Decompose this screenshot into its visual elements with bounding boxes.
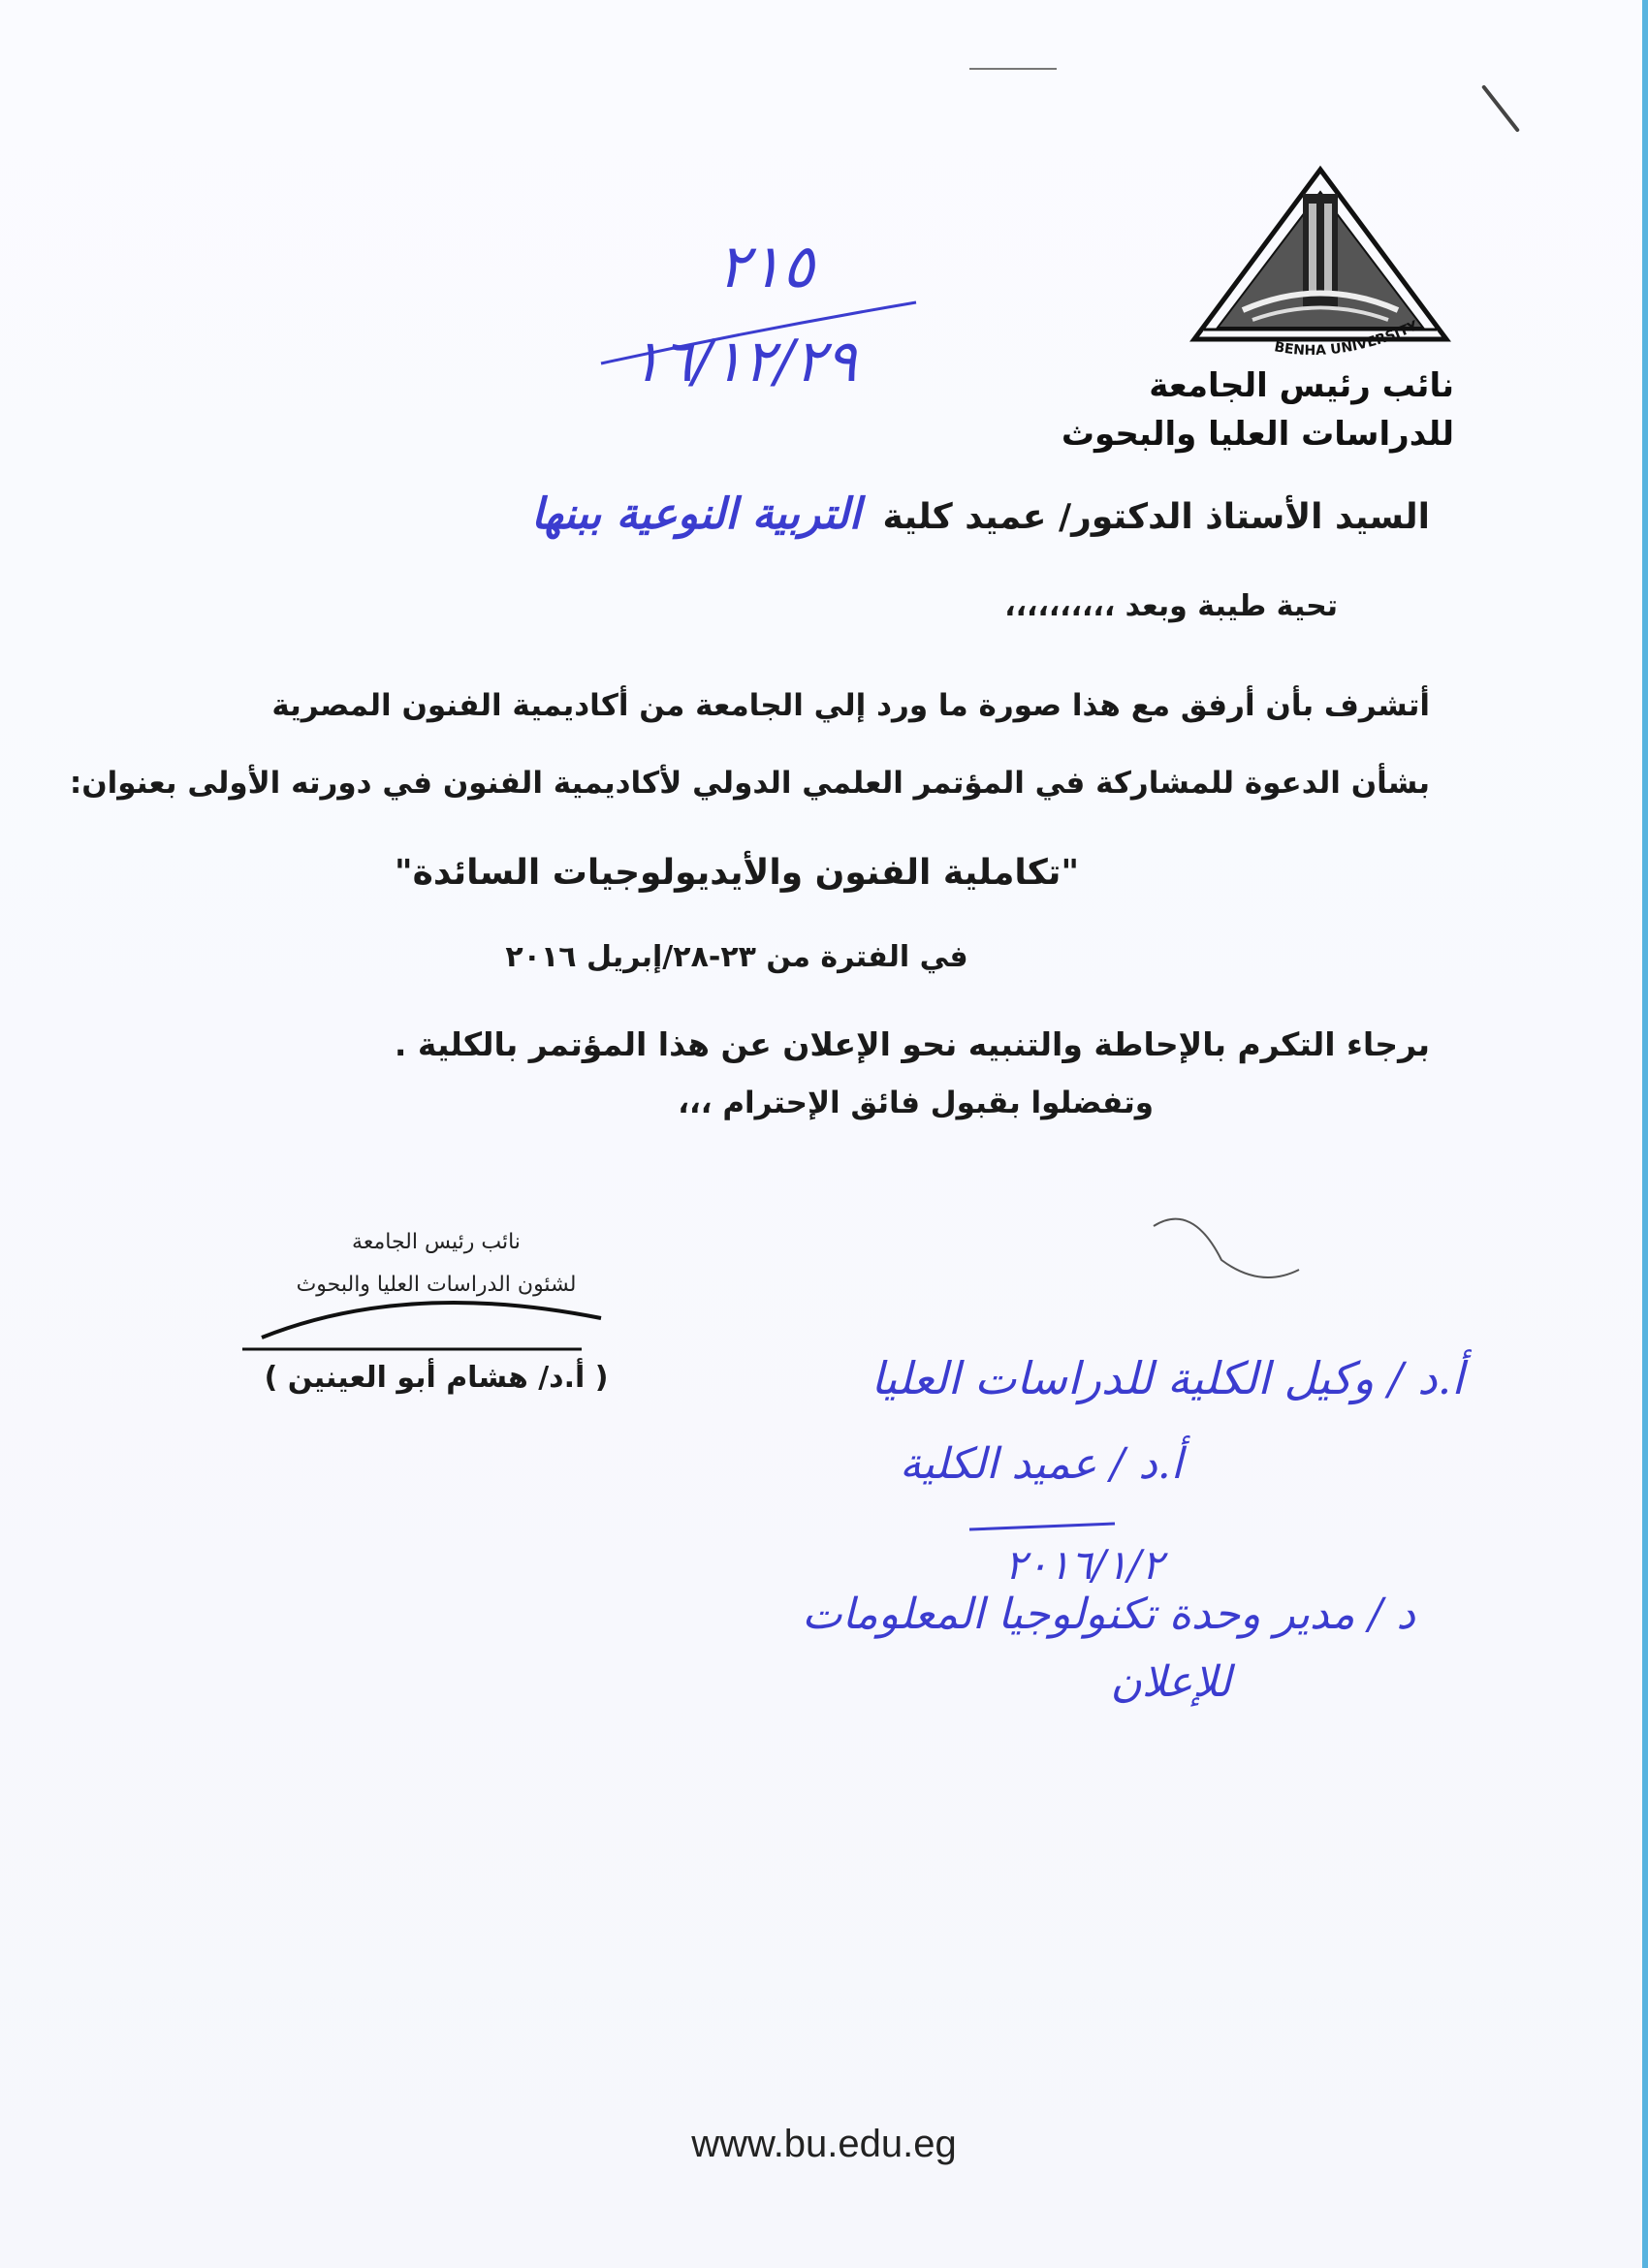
addressee-prefix: السيد الأستاذ الدكتور/ عميد كلية [882,497,1430,537]
footer-website: www.bu.edu.eg [691,2123,957,2165]
closing-line: وتفضلوا بقبول فائق الإحترام ،،، [678,1086,1154,1120]
handwritten-note-line1: أ.د / وكيل الكلية للدراسات العليا [871,1352,1464,1404]
handwritten-reference-date: ١٦/١٢/٢٩ [630,328,857,395]
signature-name: ( أ.د/ هشام أبو العينين ) [264,1361,609,1395]
signature-title-line1: نائب رئيس الجامعة [352,1230,521,1254]
handwritten-note-line2: أ.د / عميد الكلية [899,1439,1183,1489]
conference-period: في الفترة من ٢٣-٢٨/إبريل ٢٠١٦ [505,940,968,974]
signature-title-line2: لشئون الدراسات العليا والبحوث [296,1273,577,1297]
logo-text: BENHA UNIVERSITY [1273,318,1421,359]
conference-title: "تكاملية الفنون والأيديولوجيات السائدة" [394,853,1080,893]
handwritten-faculty-name: التربية النوعية ببنها [530,489,861,539]
letterhead-title-line1: نائب رئيس الجامعة [1149,366,1454,405]
greeting: تحية طيبة وبعد ،،،،،،،،،، [1004,589,1338,623]
body-line-2: بشأن الدعوة للمشاركة في المؤتمر العلمي الدولي لأكاديمية الفنون في دورته الأولى بعنوان: [69,766,1430,801]
request-line: برجاء التكرم بالإحاطة والتنبيه نحو الإعلان عن هذا المؤتمر بالكلية . [394,1025,1430,1063]
signature-block [233,1221,640,1395]
handwritten-note-line3: ٢٠١٦/١/٢ [1004,1541,1163,1589]
handwritten-reference-number: ٢١٥ [717,231,814,301]
addressee-line [531,489,1430,539]
body-line-1: أتشرف بأن أرفق مع هذا صورة ما ورد إلي الجامعة من أكاديمية الفنون المصرية [271,688,1430,723]
handwritten-note-line4: د / مدير وحدة تكنولوجيا المعلومات [802,1590,1415,1639]
letterhead-title-line2: للدراسات العليا والبحوث [1061,415,1454,454]
handwritten-note-line5: للإعلان [1110,1657,1231,1707]
